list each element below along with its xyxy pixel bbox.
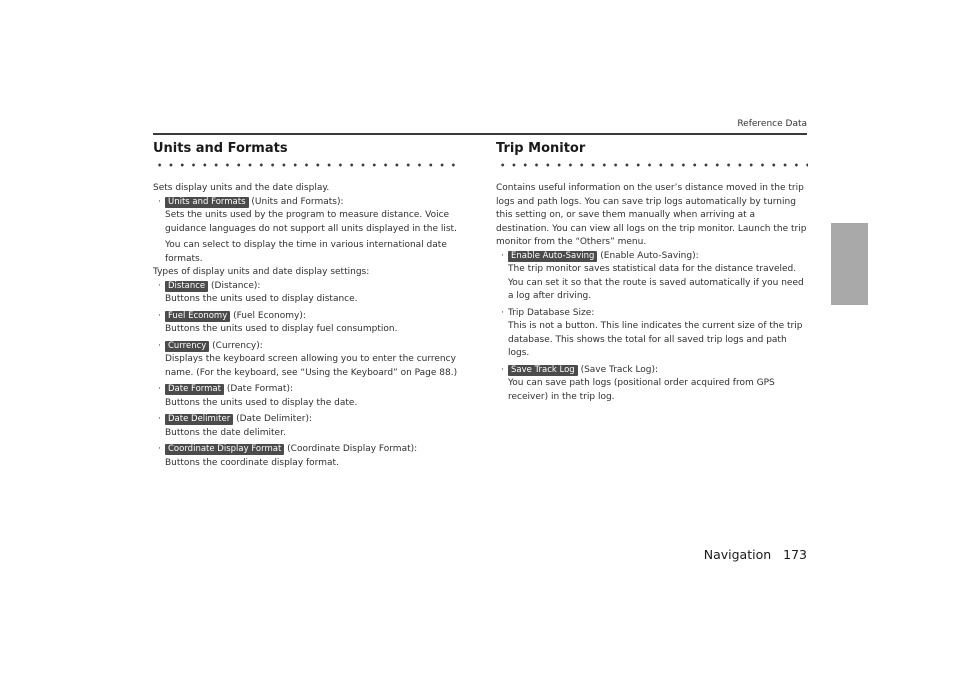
side-chapter-tab (831, 223, 868, 305)
bullet: · (501, 364, 504, 375)
item-suffix: (Fuel Economy): (230, 310, 306, 321)
save-track-log-button: Save Track Log (508, 365, 578, 376)
item-description: Buttons the coordinate display format. (165, 457, 339, 468)
bullet: · (158, 444, 161, 454)
bullet: · (501, 250, 504, 261)
distance-button: Distance (165, 281, 208, 292)
item-description: Buttons the units used to display the date. (165, 397, 358, 408)
units-and-formats-button: Units and Formats (165, 197, 249, 208)
list-item (153, 196, 463, 267)
bullet: · (158, 384, 161, 394)
trip-monitor-section (496, 140, 808, 404)
trip-database-size-label: Trip Database Size: (508, 307, 595, 318)
title-dotted-rule (153, 161, 463, 169)
item-description: Sets the units used by the program to measure distance. Voice guidance languages do not support all units displayed in the list. (165, 210, 457, 234)
list-item (153, 413, 463, 440)
bullet: · (158, 310, 161, 321)
enable-auto-saving-button: Enable Auto-Saving (508, 251, 597, 262)
list-item (153, 280, 463, 307)
item-description: You can save path logs (positional order acquired from GPS receiver) in the trip log. (508, 378, 775, 402)
units-and-formats-title: Units and Formats (153, 141, 288, 156)
bullet: · (158, 280, 161, 291)
list-item (153, 383, 463, 410)
units-intro: Sets display units and the date display. (153, 183, 330, 193)
item-description: Buttons the units used to display distance. (165, 294, 358, 304)
footer-chapter-name: Navigation (703, 547, 772, 562)
list-item (496, 364, 808, 405)
item-suffix: (Date Format): (223, 384, 293, 394)
item-suffix: (Coordinate Display Format): (284, 444, 418, 454)
coordinate-display-format-button: Coordinate Display Format (165, 444, 284, 455)
list-item (153, 340, 463, 381)
bullet: · (158, 196, 161, 207)
item-suffix: (Currency): (209, 340, 263, 351)
list-item (496, 250, 808, 304)
trip-monitor-title: Trip Monitor (496, 141, 586, 156)
item-suffix: (Date Delimiter): (233, 414, 313, 424)
list-item (153, 443, 463, 470)
item-suffix: (Enable Auto-Saving): (597, 250, 699, 261)
fuel-economy-button: Fuel Economy (165, 311, 230, 322)
item-description: The trip monitor saves statistical data for the distance traveled. You can set it so that the route is saved automatically if you need a log after driving. (508, 264, 804, 301)
page-footer (704, 547, 807, 562)
bullet: · (158, 340, 161, 351)
bullet: · (158, 414, 161, 424)
item-description: Buttons the units used to display fuel consumption. (165, 324, 398, 334)
item-suffix: (Distance): (208, 280, 261, 291)
list-item (496, 307, 808, 361)
item-description: Displays the keyboard screen allowing you to enter the currency name. (For the keyboard, see “Using the Keyboard” on Page 88.) (165, 354, 458, 378)
item-suffix: (Units and Formats): (248, 196, 344, 207)
item-description: You can select to display the time in various international date formats. (165, 240, 447, 264)
item-description: This is not a button. This line indicates the current size of the trip database. This shows the total for all saved trip logs and path logs. (508, 321, 803, 358)
list-item (153, 310, 463, 337)
bullet: · (501, 307, 504, 318)
types-heading: Types of display units and date display settings: (153, 267, 370, 277)
header-rule (153, 133, 807, 135)
currency-button: Currency (165, 341, 209, 352)
trip-monitor-intro: Contains useful information on the user’s distance moved in the trip logs and path logs. You can save trip logs automatically by turning this setting on, or save them manually when arriving at a destination. You can view all logs on the trip monitor. Launch the trip monitor from the “Others” menu. (496, 183, 807, 247)
page-number: 173 (783, 547, 807, 562)
header-section-label: Reference Data (737, 119, 807, 129)
date-format-button: Date Format (165, 384, 224, 395)
date-delimiter-button: Date Delimiter (165, 414, 233, 425)
title-dotted-rule (496, 161, 808, 169)
item-description: Buttons the date delimiter. (165, 427, 286, 438)
units-and-formats-section (153, 140, 463, 470)
item-suffix: (Save Track Log): (577, 364, 659, 375)
